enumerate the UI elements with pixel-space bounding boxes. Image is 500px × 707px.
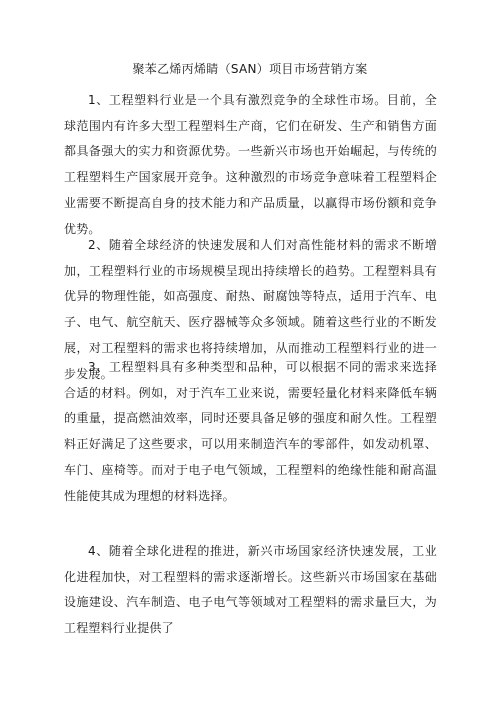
paragraph-3: 3、工程塑料具有多种类型和品种，可以根据不同的需求来选择合适的材料。例如，对于汽车工业来说，需要轻量化材料来降低车辆的重量，提高燃油效率，同时还要具备足够的强度和耐久性。工程塑料正好满足了这些要求，可以用来制造汽车的零部件，如发动机罩、车门、座椅等。而对于电子电气领域，工程塑料的绝缘性能和耐高温性能使其成为理想的材料选择。	[64, 360, 437, 503]
paragraph-4: 4、随着全球化进程的推进，新兴市场国家经济快速发展，工业化进程加快，对工程塑料的需求逐渐增长。这些新兴市场国家在基础设施建设、汽车制造、电子电气等领域对工程塑料的需求量巨大，为工程塑料行业提供了	[64, 544, 437, 636]
paragraph-2: 2、随着全球经济的快速发展和人们对高性能材料的需求不断增加，工程塑料行业的市场规模呈现出持续增长的趋势。工程塑料具有优异的物理性能，如高强度、耐热、耐腐蚀等特点，适用于汽车、电子、电气、航空航天、医疗器械等众多领域。随着这些行业的不断发展，对工程塑料的需求也将持续增加，从而推动工程塑料行业的进一步发展。	[64, 238, 437, 381]
paragraph-1: 1、工程塑料行业是一个具有激烈竞争的全球性市场。目前，全球范围内有许多大型工程塑料生产商，它们在研发、生产和销售方面都具备强大的实力和资源优势。一些新兴市场也开始崛起，与传统的工程塑料生产国家展开竞争。这种激烈的市场竞争意味着工程塑料企业需要不断提高自身的技术能力和产品质量，以赢得市场份额和竞争优势。	[64, 93, 437, 236]
document-title: 聚苯乙烯丙烯睛（SAN）项目市场营销方案	[132, 62, 368, 76]
